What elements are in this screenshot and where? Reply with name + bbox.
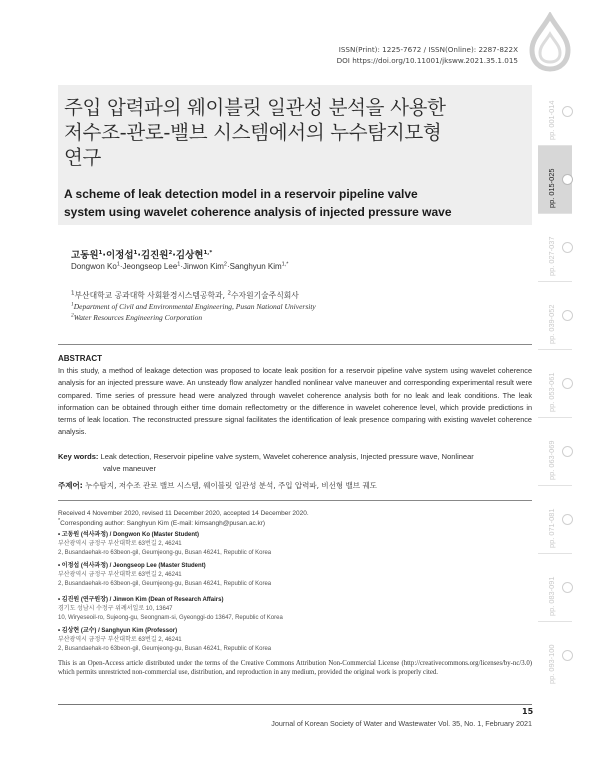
page-range-sidebar — [538, 78, 572, 698]
journal-logo-icon — [524, 12, 576, 72]
author-sup: 2 — [223, 261, 227, 268]
aff-sup: 1 — [71, 290, 75, 297]
author-detail — [58, 627, 271, 653]
sidebar-tab-active[interactable] — [538, 146, 572, 214]
page-number: 15 — [522, 707, 534, 716]
author-name: Jeongseop Lee — [122, 262, 178, 271]
author-detail-addr-ko: 부산광역시 금정구 부산대학로 63번길 2, 46241 — [58, 540, 182, 547]
sidebar-tab-label: pp. 053-061 — [547, 372, 556, 412]
aff-text: 부산대학교 공과대학 사회환경시스템공학과, — [74, 291, 228, 300]
received-dates: Received 4 November 2020, revised 11 December 2020, accepted 14 December 2020. — [58, 510, 309, 517]
journal-citation: Journal of Korean Society of Water and Wastewater Vol. 35, No. 1, February 2021 — [271, 719, 532, 728]
author-name: 이정섭 — [105, 250, 134, 261]
doi-line: DOI https://doi.org/10.11001/jksww.2021.35.1.015 — [336, 56, 518, 65]
issn-doi-header — [318, 44, 518, 66]
received-info — [58, 509, 309, 529]
keywords-korean-text: 누수탐지, 저수조 관로 밸브 시스템, 웨이블릿 일관성 분석, 주입 압력파, 비선형 밸브 궤도 — [82, 481, 377, 490]
author-detail-name: • 김진원 (연구원장) / Jinwon Kim (Dean of Research Affairs) — [58, 597, 224, 603]
author-sup: 1 — [116, 261, 120, 268]
sidebar-tab-label: pp. 093-100 — [547, 644, 556, 684]
tab-dot-icon — [562, 582, 573, 593]
author-detail-name: • 김상현 (교수) / Sanghyun Kim (Professor) — [58, 628, 178, 634]
abstract-heading: ABSTRACT — [58, 354, 102, 363]
sidebar-tab[interactable] — [538, 554, 572, 622]
abstract-text: In this study, a method of leakage detection was proposed to locate leak position for a reservoir pipeline valve system using wavelet coherence analysis for an injected pressure wave. An unsteady flow analyzer handled nonlinear valve maneuver and corresponding experimental result were compared. Time series of pressure head were analyzed through wavelet coherence analysis both for no leak and leak conditions. The leak information can be obtained through either time domain reflectometry or the difference in wavelet coherence level, which provide predictions in terms of leak location. The reconstructed pressure signal facilitates the identification of leak presence comparing with existing wavelet coherence analysis. — [58, 366, 532, 437]
author-name: Jinwon Kim — [183, 262, 224, 271]
sidebar-tab[interactable] — [538, 282, 572, 350]
author-sup: 1 — [98, 249, 103, 256]
issn-line: ISSN(Print): 1225-7672 / ISSN(Online): 2287-822X — [338, 45, 518, 54]
author-detail-addr-en: 2, Busandaehak-ro 63beon-gil, Geumjeong-gu, Busan 46241, Republic of Korea — [58, 549, 272, 556]
sidebar-tab[interactable] — [538, 350, 572, 418]
tab-dot-icon — [562, 650, 573, 661]
title-english-line: A scheme of leak detection model in a reservoir pipeline valve — [64, 187, 418, 201]
keywords — [58, 451, 532, 474]
sidebar-tab-label: pp. 083-091 — [547, 576, 556, 616]
keywords-label: Key words: — [58, 452, 99, 461]
keywords-text: Leak detection, Reservoir pipeline valve system, Wavelet coherence analysis, Injected pressure wave, Nonlinear — [98, 452, 474, 461]
aff-text: Water Resources Engineering Corporation — [73, 313, 203, 322]
affiliation-english-2 — [71, 313, 202, 322]
aff-sup: 2 — [227, 290, 232, 297]
tab-dot-icon — [562, 514, 573, 525]
sidebar-tab-label: pp. 071-081 — [547, 508, 556, 548]
sidebar-tab[interactable] — [538, 486, 572, 554]
keywords-korean — [58, 480, 532, 491]
author-name: 김진원 — [140, 250, 169, 261]
sidebar-tab[interactable] — [538, 418, 572, 486]
author-name: 고동원 — [71, 250, 99, 261]
author-sup: 2 — [168, 249, 173, 256]
author-detail-addr-en: 2, Busandaehak-ro 63beon-gil, Geumjeong-gu, Busan 46241, Republic of Korea — [58, 645, 272, 652]
sidebar-tab[interactable] — [538, 78, 572, 146]
tab-dot-icon — [562, 310, 573, 321]
author-detail-addr-ko: 부산광역시 금정구 부산대학로 63번길 2, 46241 — [58, 636, 182, 643]
author-detail-addr-en: 10, Wiryeseoil-ro, Sujeong-gu, Seongnam-si, Gyeonggi-do 13647, Republic of Korea — [58, 614, 283, 621]
author-detail-addr-ko: 부산광역시 금정구 부산대학로 63번길 2, 46241 — [58, 571, 182, 578]
corresponding-text: Corresponding author: Sanghyun Kim (E-mail: kimsangh@pusan.ac.kr) — [60, 520, 266, 527]
sidebar-tab[interactable] — [538, 214, 572, 282]
author-detail-name: • 이정섭 (석사과정) / Jeongseop Lee (Master Student) — [58, 563, 206, 569]
sidebar-tab-label: pp. 027-037 — [547, 236, 556, 276]
tab-dot-icon — [562, 174, 573, 185]
aff-text: 수자원기술주식회사 — [231, 291, 299, 300]
title-english — [64, 185, 529, 221]
divider — [58, 500, 532, 501]
sidebar-tab-label: pp. 063-069 — [547, 440, 556, 480]
author-name: 김상현 — [175, 250, 204, 261]
affiliation-english-1 — [71, 302, 316, 311]
author-name: Dongwon Ko — [71, 262, 117, 271]
tab-dot-icon — [562, 378, 573, 389]
author-sup: 1 — [133, 249, 138, 256]
sidebar-tab-label: pp. 001-014 — [547, 100, 556, 140]
corresponding-sup: * — [58, 517, 61, 524]
author-sup: 1,* — [281, 261, 289, 268]
author-detail-addr-en: 2, Busandaehak-ro 63beon-gil, Geumjeong-gu, Busan 46241, Republic of Korea — [58, 580, 272, 587]
author-detail — [58, 596, 283, 622]
tab-dot-icon — [562, 446, 573, 457]
author-detail — [58, 562, 271, 588]
sidebar-tab-label: pp. 015-025 — [547, 168, 556, 208]
affiliation-korean — [71, 290, 299, 301]
title-english-line: system using wavelet coherence analysis of injected pressure wave — [64, 205, 452, 219]
author-detail — [58, 531, 271, 557]
author-sup: 1 — [177, 261, 181, 268]
keywords-korean-label: 주제어: — [58, 481, 83, 490]
sidebar-tab-label: pp. 039-052 — [547, 304, 556, 344]
footer-divider — [58, 704, 532, 705]
title-korean-line: 저수조-관로-밸브 시스템에서의 누수탐지모형 — [64, 121, 442, 144]
author-detail-addr-ko: 경기도 성남시 수정구 위례서일로 10, 13647 — [58, 605, 173, 612]
keywords-text-cont: valve maneuver — [103, 463, 156, 473]
authors-korean: 고동원$^1$·이정섭$^1$·김진원$^2$·김상현$^{1,*}$ — [71, 249, 213, 261]
author-sup: 1,* — [203, 249, 213, 256]
title-korean — [64, 95, 524, 170]
authors-english: Dongwon $Ko^1\cdot Jeongseop$ Lee$^1$·Jinwon Kim$^2$·Sanghyun Kim$^{1,*}$ — [71, 261, 289, 271]
title-korean-line: 연구 — [64, 146, 102, 169]
author-name: Sanghyun Kim — [229, 262, 282, 271]
aff-text: Department of Civil and Environmental Engineering, Pusan National University — [73, 302, 316, 311]
sidebar-tab[interactable] — [538, 622, 572, 690]
aff-sup: 2 — [71, 312, 74, 319]
tab-dot-icon — [562, 242, 573, 253]
aff-sup: 1 — [71, 301, 74, 308]
author-detail-name: • 고동원 (석사과정) / Dongwon Ko (Master Student) — [58, 532, 199, 538]
title-korean-line: 주입 압력파의 웨이블릿 일관성 분석을 사용한 — [64, 96, 446, 119]
tab-dot-icon — [562, 106, 573, 117]
divider — [58, 344, 532, 345]
license-text: This is an Open-Access article distributed under the terms of the Creative Commons Attribution Non-Commercial License (http://creativecommons.org/licenses/by-nc/3.0) which permits unrestricted non-commercial use, distribution, and reproduction in any medium, provided the original work is properly cited. — [58, 660, 532, 676]
corresponding-author — [58, 519, 309, 529]
